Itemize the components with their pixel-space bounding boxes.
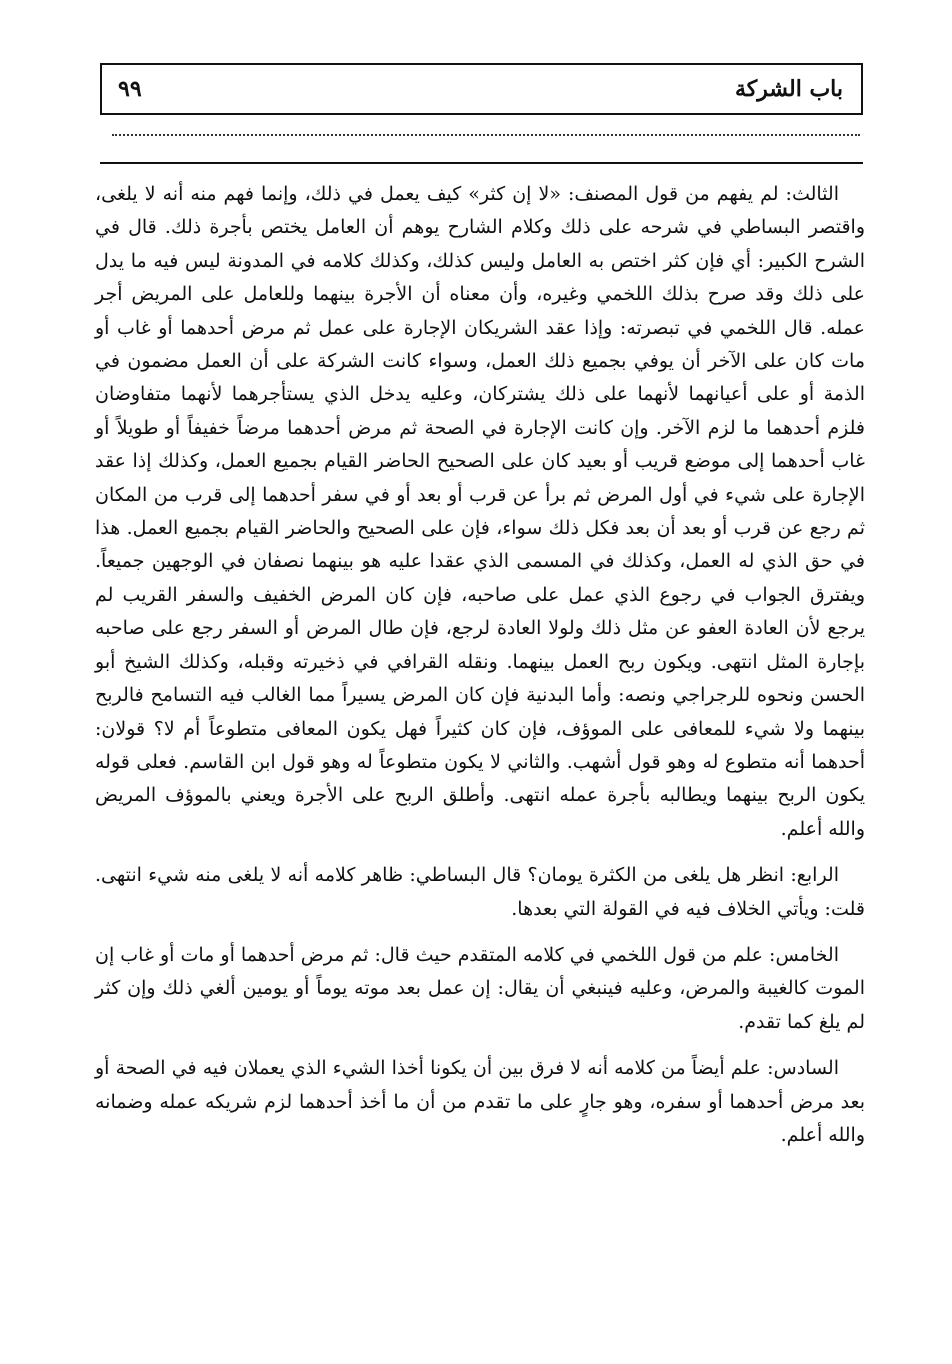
body-text — [95, 178, 865, 1165]
running-header — [100, 63, 863, 115]
paragraph-fourth: الرابع: انظر هل يلغى من الكثرة يومان؟ قال البساطي: ظاهر كلامه أنه لا يلغى منه شيء انتهى. قلت: ويأتي الخلاف فيه في القولة التي بعدها. — [95, 864, 865, 920]
paragraph-sixth: السادس: علم أيضاً من كلامه أنه لا فرق بين أن يكونا أخذا الشيء الذي يعملان فيه في الصحة أو بعد مرض أحدهما أو سفره، وهو جارٍ على ما تقدم من أن ما أخذ أحدهما لزم شريكه عمله وضمانه والله أعلم. — [95, 1057, 865, 1146]
paragraph-third: الثالث: لم يفهم من قول المصنف: «لا إن كثر» كيف يعمل في ذلك، وإنما فهم منه أنه لا يلغى، واقتصر البساطي في شرحه على ذلك وكلام الشارح يوهم أن العامل يختص بأجرة ذلك. قال في الشرح الكبير: أي فإن كثر اختص به العامل وليس كذلك، وكذلك كلامه في المدونة ليس فيه ما يدل على ذلك وقد صرح بذلك اللخمي وغيره، وأن معناه أن الأجرة بينهما وللعامل على المريض أجر عمله. قال اللخمي في تبصرته: وإذا عقد الشريكان الإجارة على عمل ثم مرض أحدهما أو غاب أو مات كان على الآخر أن يوفي بجميع ذلك العمل، وسواء كانت الشركة على أن العمل مضمون في الذمة أو على أعيانهما لأنهما على ذلك يشتركان، وعليه يدخل الذي يستأجرهما لأنهما متفاوضان فلزم أحدهما ما لزم الآخر. وإن كانت الإجارة في الصحة ثم مرض أحدهما مرضاً خفيفاً أو طويلاً أو غاب أحدهما إلى موضع قريب أو بعيد كان على الصحيح الحاضر القيام بجميع العمل، وكذلك إذا عقد الإجارة على شيء في أول المرض ثم برأ عن قرب أو بعد أو في سفر أحدهما إلى قرب من المكان ثم رجع عن قرب أو بعد أن بعد فكل ذلك سواء، فإن على الصحيح والحاضر القيام بجميع العمل. هذا في حق الذي له العمل، وكذلك في المسمى الذي عقدا عليه هو بينهما نصفان في الوجهين جميعاً. ويفترق الجواب في رجوع الذي عمل على صاحبه، فإن كان المرض الخفيف والسفر القريب لم يرجع لأن العادة العفو عن مثل ذلك ولولا العادة لرجع، فإن طال المرض أو السفر رجع على صاحبه بإجارة المثل انتهى. ويكون ربح العمل بينهما. ونقله القرافي في ذخيرته وقبله، وكذلك الشيخ أبو الحسن ونحوه للرجراجي ونصه: وأما البدنية فإن كان المرض يسيراً مما الغالب فيه التسامح فالربح بينهما ولا شيء للمعافى على الموؤف، فإن كان كثيراً فهل يكون المعافى متطوعاً أم لا؟ قولان: أحدهما أنه متطوع له وهو قول أشهب. والثاني لا يكون متطوعاً له وهو قول ابن القاسم. فعلى قوله يكون الربح بينهما ويطالبه بأجرة عمله انتهى. وأطلق الربح على الأجرة ويعني بالموؤف المريض والله أعلم. — [95, 183, 865, 840]
dotted-divider — [112, 134, 860, 136]
header-rule — [100, 162, 863, 164]
page-number: ٩٩ — [118, 76, 142, 102]
chapter-title: باب الشركة — [734, 76, 843, 102]
paragraph-fifth: الخامس: علم من قول اللخمي في كلامه المتقدم حيث قال: ثم مرض أحدهما أو مات أو غاب إن الموت كالغيبة والمرض، وعليه فينبغي أن يقال: إن عمل بعد موته يوماً أو يومين ألغي ذلك وإن كثر لم يلغ كما تقدم. — [95, 943, 865, 1033]
